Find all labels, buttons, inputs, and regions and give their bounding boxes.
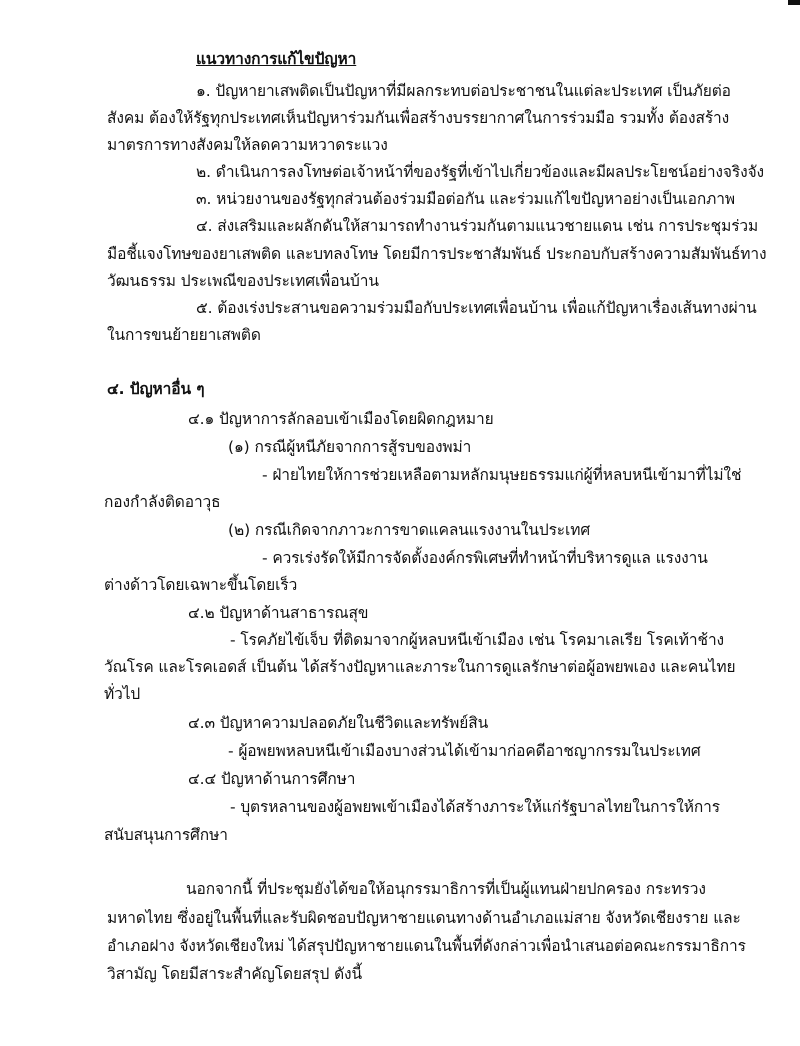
problem-4-1-case-2: (๒) กรณีเกิดจากภาวะการขาดแคลนแรงงานในประเทศ (228, 521, 591, 539)
problem-4-1-case-1-detail-line-2: กองกำลังติดอาวุธ (104, 493, 221, 511)
closing-line-3: อำเภอฝาง จังหวัดเชียงใหม่ ได้สรุปปัญหาชายแดนในพื้นที่ดังกล่าวเพื่อนำเสนอต่อคณะกรรมาธิการ (107, 937, 746, 955)
solution-5-line-2: ในการขนย้ายยาเสพติด (107, 326, 261, 344)
solution-1-line-3: มาตรการทางสังคมให้ลดความหวาดระแวง (107, 136, 388, 154)
problem-4-2-detail-line-2: วัณโรค และโรคเอดส์ เป็นต้น ได้สร้างปัญหาและภาระในการดูแลรักษาต่อผู้อพยพเอง และคนไทย (104, 658, 736, 676)
solution-3: ๓. หน่วยงานของรัฐทุกส่วนต้องร่วมมือต่อกัน และร่วมแก้ไขปัญหาอย่างเป็นเอกภาพ (196, 190, 735, 208)
problem-4-4-detail-line-2: สนับสนุนการศึกษา (104, 826, 228, 844)
closing-line-1: นอกจากนี้ ที่ประชุมยังได้ขอให้อนุกรรมาธิการที่เป็นผู้แทนฝ่ายปกครอง กระทรวง (186, 880, 706, 898)
problem-4-2-detail-line-3: ทั่วไป (104, 685, 141, 703)
solution-2: ๒. ดำเนินการลงโทษต่อเจ้าหน้าที่ของรัฐที่เข้าไปเกี่ยวข้องและมีผลประโยชน์อย่างจริงจัง (196, 163, 765, 181)
problem-4-4-detail-line-1: - บุตรหลานของผู้อพยพเข้าเมืองได้สร้างภาระให้แก่รัฐบาลไทยในการให้การ (230, 798, 720, 816)
problem-4-3-detail: - ผู้อพยพหลบหนีเข้าเมืองบางส่วนได้เข้ามาก่อคดีอาชญากรรมในประเทศ (228, 742, 701, 760)
problem-4-2-title: ๔.๒ ปัญหาด้านสาธารณสุข (188, 604, 369, 622)
solution-4-line-3: วัฒนธรรม ประเพณีของประเทศเพื่อนบ้าน (107, 272, 379, 290)
problem-4-1-title: ๔.๑ ปัญหาการลักลอบเข้าเมืองโดยผิดกฎหมาย (188, 410, 494, 428)
scan-corner-mark (788, 0, 800, 5)
problem-4-1-case-2-detail-line-2: ต่างด้าวโดยเฉพาะขึ้นโดยเร็ว (104, 576, 298, 594)
problem-4-1-case-2-detail-line-1: - ควรเร่งรัดให้มีการจัดตั้งองค์กรพิเศษที่ทำหน้าที่บริหารดูแล แรงงาน (262, 549, 708, 567)
solution-1-line-1: ๑. ปัญหายาเสพติดเป็นปัญหาที่มีผลกระทบต่อประชาชนในแต่ละประเทศ เป็นภัยต่อ (196, 82, 731, 100)
solution-5-line-1: ๕. ต้องเร่งประสานขอความร่วมมือกับประเทศเพื่อนบ้าน เพื่อแก้ปัญหาเรื่องเส้นทางผ่าน (196, 299, 757, 317)
problem-4-1-case-1: (๑) กรณีผู้หนีภัยจากการสู้รบของพม่า (228, 438, 472, 456)
problem-4-4-title: ๔.๔ ปัญหาด้านการศึกษา (188, 770, 356, 788)
section-heading: แนวทางการแก้ไขปัญหา (196, 50, 357, 68)
problem-4-2-detail-line-1: - โรคภัยไข้เจ็บ ที่ติดมาจากผู้หลบหนีเข้าเมือง เช่น โรคมาเลเรีย โรคเท้าช้าง (230, 631, 725, 649)
problem-4-1-case-1-detail-line-1: - ฝ่ายไทยให้การช่วยเหลือตามหลักมนุษยธรรมแก่ผู้ที่หลบหนีเข้ามาที่ไม่ใช่ (262, 466, 742, 484)
solution-1-line-2: สังคม ต้องให้รัฐทุกประเทศเห็นปัญหาร่วมกันเพื่อสร้างบรรยากาศในการร่วมมือ รวมทั้ง ต้องสร้าง (107, 109, 730, 127)
solution-4-line-1: ๔. ส่งเสริมและผลักดันให้สามารถทำงานร่วมกันตามแนวชายแดน เช่น การประชุมร่วม (196, 217, 759, 235)
closing-line-4: วิสามัญ โดยมีสาระสำคัญโดยสรุป ดังนี้ (107, 965, 363, 983)
problem-4-3-title: ๔.๓ ปัญหาความปลอดภัยในชีวิตและทรัพย์สิน (188, 714, 489, 732)
closing-line-2: มหาดไทย ซึ่งอยู่ในพื้นที่และรับผิดชอบปัญหาชายแดนทางด้านอำเภอแม่สาย จังหวัดเชียงราย และ (107, 909, 741, 927)
section-4-title: ๔. ปัญหาอื่น ๆ (107, 380, 205, 398)
solution-4-line-2: มือชี้แจงโทษของยาเสพติด และบทลงโทษ โดยมีการประชาสัมพันธ์ ประกอบกับสร้างความสัมพันธ์ทาง (107, 245, 767, 263)
